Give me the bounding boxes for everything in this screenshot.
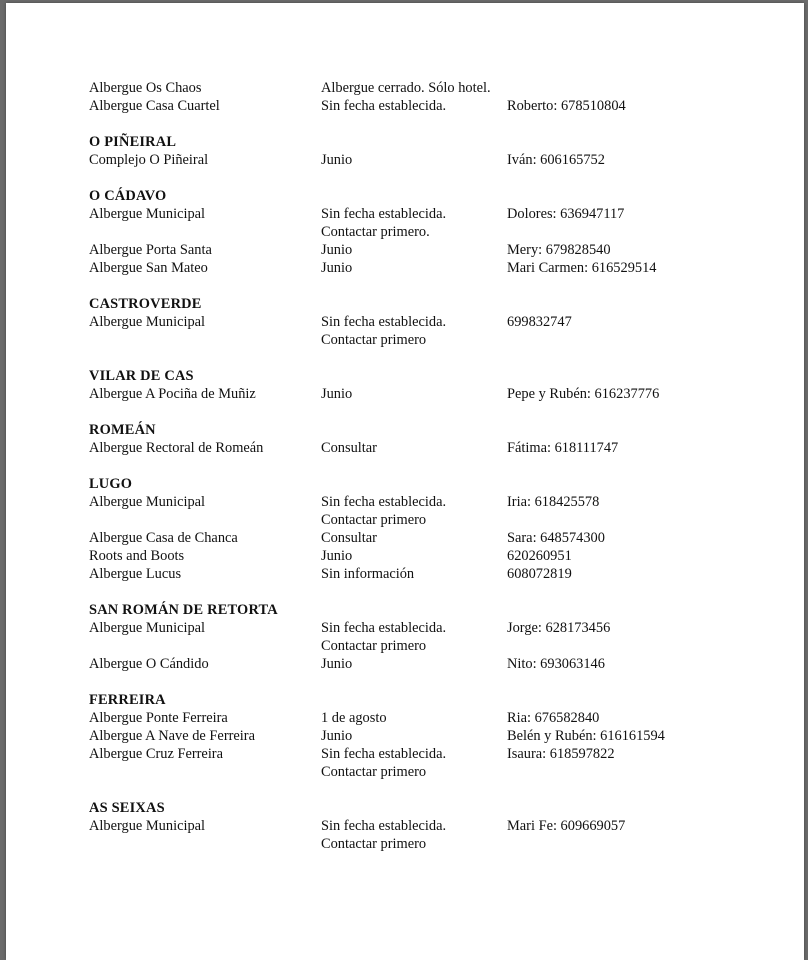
list-item <box>89 709 804 727</box>
albergue-list <box>89 79 804 871</box>
status-line: Junio <box>321 386 353 402</box>
albergue-status <box>321 709 507 727</box>
albergue-contact: Sara: 648574300 <box>507 530 605 546</box>
status-line: Junio <box>321 548 353 564</box>
albergue-name: Albergue A Nave de Ferreira <box>89 728 255 744</box>
status-line: Contactar primero <box>321 638 427 654</box>
albergue-contact: 699832747 <box>507 314 572 330</box>
albergue-name: Albergue Casa Cuartel <box>89 98 220 114</box>
albergue-contact: Jorge: 628173456 <box>507 620 611 636</box>
list-item <box>89 565 804 583</box>
list-item <box>89 97 804 115</box>
albergue-name: Albergue Municipal <box>89 620 206 636</box>
albergue-contact: Iván: 606165752 <box>507 152 605 168</box>
albergue-status <box>321 385 507 403</box>
list-item <box>89 727 804 745</box>
section-title: O CÁDAVO <box>89 188 167 204</box>
section-title: LUGO <box>89 476 133 492</box>
status-line: Junio <box>321 656 353 672</box>
albergue-contact <box>507 79 804 97</box>
status-line: Junio <box>321 152 353 168</box>
albergue-name: Albergue Municipal <box>89 818 206 834</box>
albergue-name: Albergue Municipal <box>89 314 206 330</box>
albergue-name: Albergue Casa de Chanca <box>89 530 238 546</box>
albergue-contact: Mari Carmen: 616529514 <box>507 260 657 276</box>
albergue-name: Albergue Os Chaos <box>89 80 202 96</box>
albergue-status <box>321 727 507 745</box>
albergue-contact: Roberto: 678510804 <box>507 98 626 114</box>
albergue-contact: Nito: 693063146 <box>507 656 605 672</box>
status-line: 1 de agosto <box>321 710 387 726</box>
status-line: Sin fecha establecida. <box>321 206 447 222</box>
section-title: O PIÑEIRAL <box>89 134 177 150</box>
status-line: Sin fecha establecida. <box>321 98 447 114</box>
albergue-contact: Ria: 676582840 <box>507 710 600 726</box>
albergue-status <box>321 205 507 241</box>
status-line: Sin fecha establecida. <box>321 620 447 636</box>
albergue-name: Albergue San Mateo <box>89 260 208 276</box>
albergue-status <box>321 547 507 565</box>
section <box>89 475 804 583</box>
albergue-status <box>321 313 507 349</box>
albergue-status <box>321 529 507 547</box>
albergue-status <box>321 97 507 115</box>
list-item <box>89 547 804 565</box>
section <box>89 133 804 169</box>
status-line: Contactar primero. <box>321 224 430 240</box>
list-item <box>89 493 804 529</box>
list-item <box>89 205 804 241</box>
status-line: Albergue cerrado. Sólo hotel. <box>321 80 491 96</box>
status-line: Consultar <box>321 530 377 546</box>
albergue-name: Complejo O Piñeiral <box>89 152 209 168</box>
albergue-contact: Pepe y Rubén: 616237776 <box>507 386 660 402</box>
section-title: ROMEÁN <box>89 422 156 438</box>
albergue-contact: Belén y Rubén: 616161594 <box>507 728 665 744</box>
section <box>89 691 804 781</box>
albergue-contact: Fátima: 618111747 <box>507 440 619 456</box>
status-line: Consultar <box>321 440 377 456</box>
list-item <box>89 259 804 277</box>
status-line: Junio <box>321 728 353 744</box>
status-line: Sin fecha establecida. <box>321 746 447 762</box>
albergue-status <box>321 745 507 781</box>
albergue-status <box>321 619 507 655</box>
section <box>89 421 804 457</box>
albergue-status <box>321 259 507 277</box>
status-line: Contactar primero <box>321 512 427 528</box>
albergue-name: Roots and Boots <box>89 548 185 564</box>
albergue-contact: Mery: 679828540 <box>507 242 611 258</box>
list-item <box>89 745 804 781</box>
albergue-contact: Isaura: 618597822 <box>507 746 615 762</box>
status-line: Sin fecha establecida. <box>321 494 447 510</box>
section <box>89 295 804 349</box>
albergue-contact: Dolores: 636947117 <box>507 206 625 222</box>
albergue-contact: Mari Fe: 609669057 <box>507 818 626 834</box>
section <box>89 601 804 673</box>
section <box>89 187 804 277</box>
albergue-status <box>321 151 507 169</box>
albergue-contact: Iria: 618425578 <box>507 494 600 510</box>
section <box>89 79 804 115</box>
section-title: VILAR DE CAS <box>89 368 194 384</box>
albergue-status <box>321 493 507 529</box>
albergue-contact: 620260951 <box>507 548 572 564</box>
section-title: CASTROVERDE <box>89 296 202 312</box>
albergue-status <box>321 79 507 97</box>
section <box>89 799 804 853</box>
list-item <box>89 529 804 547</box>
status-line: Contactar primero <box>321 764 427 780</box>
status-line: Contactar primero <box>321 836 427 852</box>
list-item <box>89 241 804 259</box>
albergue-status <box>321 439 507 457</box>
albergue-name: Albergue Rectoral de Romeán <box>89 440 264 456</box>
albergue-name: Albergue Municipal <box>89 206 206 222</box>
albergue-name: Albergue Porta Santa <box>89 242 212 258</box>
albergue-name: Albergue Lucus <box>89 566 182 582</box>
list-item <box>89 313 804 349</box>
albergue-status <box>321 655 507 673</box>
albergue-status <box>321 817 507 853</box>
list-item <box>89 817 804 853</box>
list-item <box>89 655 804 673</box>
list-item <box>89 439 804 457</box>
albergue-name: Albergue Cruz Ferreira <box>89 746 223 762</box>
list-item <box>89 151 804 169</box>
section-title: FERREIRA <box>89 692 166 708</box>
albergue-status <box>321 565 507 583</box>
list-item <box>89 385 804 403</box>
albergue-name: Albergue O Cándido <box>89 656 209 672</box>
albergue-name: Albergue A Pociña de Muñiz <box>89 386 256 402</box>
status-line: Sin fecha establecida. <box>321 818 447 834</box>
status-line: Junio <box>321 260 353 276</box>
list-item <box>89 619 804 655</box>
albergue-contact: 608072819 <box>507 566 572 582</box>
section-title: AS SEIXAS <box>89 800 165 816</box>
status-line: Contactar primero <box>321 332 427 348</box>
list-item <box>89 79 804 97</box>
status-line: Sin información <box>321 566 415 582</box>
albergue-name: Albergue Municipal <box>89 494 206 510</box>
section-title: SAN ROMÁN DE RETORTA <box>89 602 278 618</box>
section <box>89 367 804 403</box>
albergue-status <box>321 241 507 259</box>
albergue-name: Albergue Ponte Ferreira <box>89 710 228 726</box>
status-line: Sin fecha establecida. <box>321 314 447 330</box>
document-page <box>6 3 804 960</box>
status-line: Junio <box>321 242 353 258</box>
